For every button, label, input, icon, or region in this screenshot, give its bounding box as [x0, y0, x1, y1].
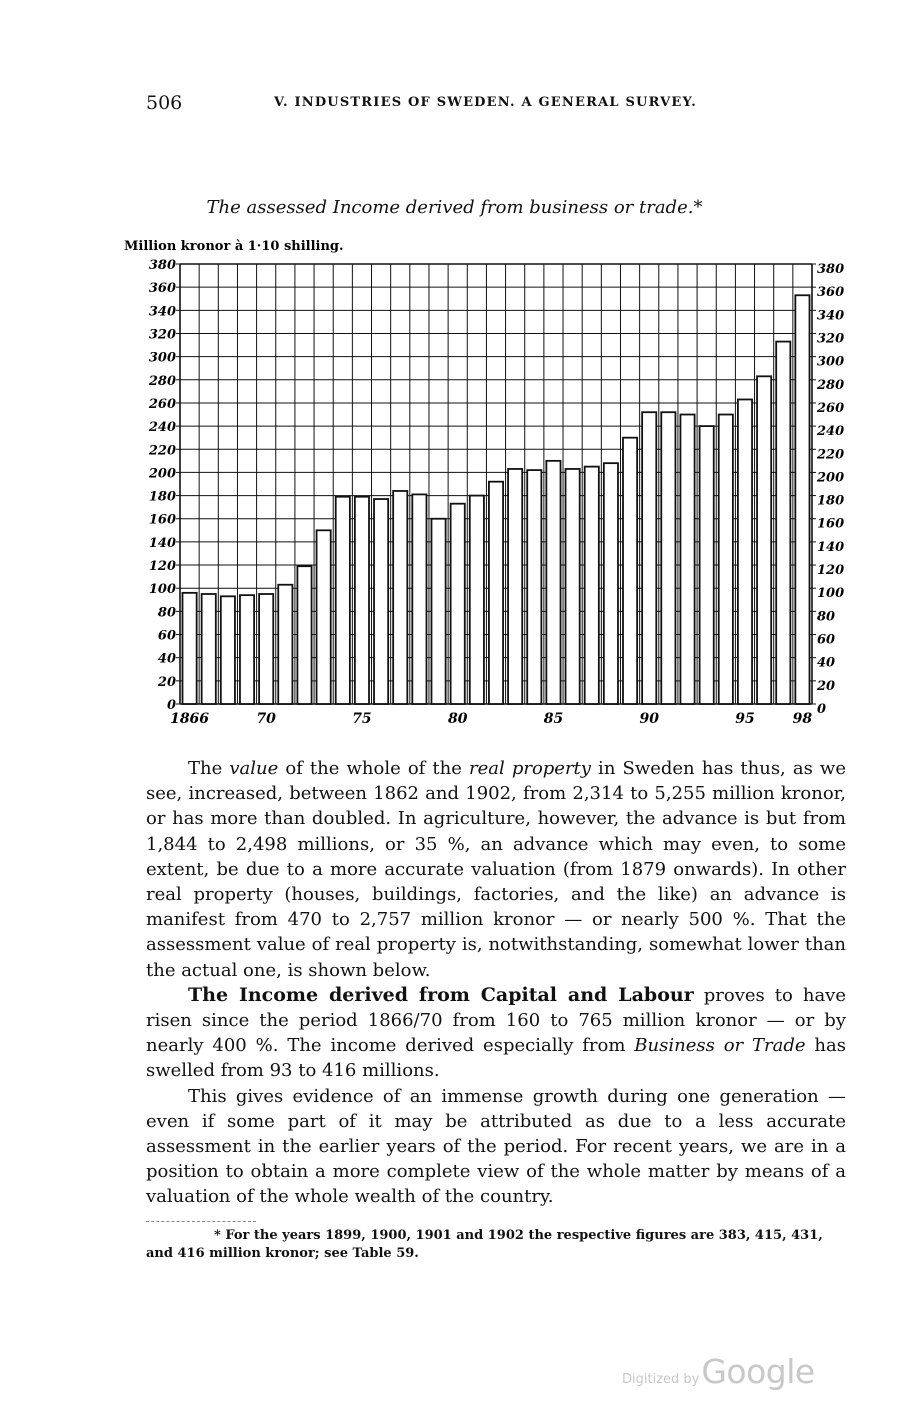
bar-1876 — [374, 499, 388, 704]
body-text — [146, 756, 846, 1210]
bar-1894 — [719, 415, 733, 704]
bar-1867 — [202, 594, 216, 704]
bar-1898 — [795, 295, 809, 704]
y-axis-unit-label: Million kronor à 1·10 shilling. — [124, 239, 344, 254]
y-tick-left: 100 — [148, 582, 176, 598]
bar-1881 — [470, 496, 484, 704]
x-tick-1866: 1866 — [170, 711, 210, 727]
y-tick-right: 80 — [817, 609, 836, 625]
bar-1884 — [527, 470, 541, 704]
bar-1874 — [336, 497, 350, 704]
y-tick-left: 340 — [148, 304, 176, 320]
page-number: 506 — [146, 92, 183, 114]
bar-1897 — [776, 342, 790, 704]
y-tick-right: 320 — [817, 331, 845, 347]
y-tick-right: 140 — [817, 539, 845, 555]
x-tick-70: 70 — [256, 711, 276, 727]
y-tick-right: 60 — [817, 632, 836, 648]
footnote: * For the years 1899, 1900, 1901 and 1902 the respective figures are 383, 415, 431, and 416 million kronor; see Table 59. — [146, 1228, 823, 1261]
y-tick-right: 180 — [817, 493, 845, 509]
bar-1872 — [297, 566, 311, 704]
bar-1888 — [604, 463, 618, 704]
y-tick-left: 360 — [148, 281, 176, 297]
y-tick-right: 160 — [817, 516, 845, 532]
y-tick-left: 120 — [148, 559, 176, 575]
y-tick-right: 360 — [817, 285, 845, 301]
bar-1870 — [259, 594, 273, 704]
bar-1885 — [546, 461, 560, 704]
bar-1882 — [489, 482, 503, 704]
bar-1880 — [451, 504, 465, 704]
y-tick-left: 80 — [157, 605, 176, 621]
bar-1889 — [623, 438, 637, 704]
x-tick-90: 90 — [639, 711, 659, 727]
x-tick-80: 80 — [447, 711, 468, 727]
y-tick-left: 60 — [157, 628, 176, 644]
bar-1871 — [278, 585, 292, 704]
y-tick-left: 280 — [148, 373, 176, 389]
bar-1896 — [757, 376, 771, 704]
bar-1892 — [680, 415, 694, 704]
x-tick-75: 75 — [352, 711, 372, 727]
bar-1886 — [566, 469, 580, 704]
bar-1866 — [183, 593, 197, 704]
y-tick-left: 240 — [148, 420, 176, 436]
bar-1873 — [317, 530, 331, 704]
y-tick-right: 20 — [817, 678, 836, 694]
bar-1895 — [738, 399, 752, 704]
page-header — [146, 92, 846, 116]
bar-1869 — [240, 595, 254, 704]
y-tick-left: 180 — [148, 489, 176, 505]
paragraph-income: The Income derived from Capital and Labour proves to have risen since the period 1866/70 from 160 to 765 million kronor — or by nearly 400 %. The income derived especially from Business or Trade has swelled from 93 to 416 millions. — [146, 983, 847, 1082]
digitized-by-google-watermark: Digitized byGoogle — [622, 1352, 815, 1391]
y-tick-left: 220 — [148, 443, 176, 459]
bar-1890 — [642, 412, 656, 704]
y-tick-right: 120 — [817, 563, 845, 579]
y-tick-right: 280 — [817, 377, 845, 393]
y-tick-left: 40 — [157, 651, 176, 667]
y-tick-right: 380 — [817, 262, 845, 277]
y-tick-right: 340 — [817, 308, 845, 324]
bar-1879 — [431, 519, 445, 704]
y-tick-left: 20 — [157, 674, 176, 690]
y-tick-left: 140 — [148, 535, 176, 551]
y-tick-right: 300 — [817, 354, 845, 370]
y-tick-right: 240 — [817, 424, 845, 440]
y-tick-right: 200 — [817, 470, 845, 486]
y-tick-left: 0 — [166, 698, 176, 713]
bar-1875 — [355, 497, 369, 704]
x-tick-98: 98 — [792, 711, 813, 727]
bar-1868 — [221, 596, 235, 704]
y-tick-right: 260 — [817, 400, 845, 416]
y-tick-right: 0 — [817, 702, 827, 717]
paragraph-growth: This gives evidence of an immense growth during one generation — even if some part of it may be attributed as due to a less accurate assessment in the earlier years of the period. For recent years, we are in a position to obtain a more complete view of the whole matter by means of a valuation of the whole wealth of the country. — [146, 1085, 846, 1208]
y-tick-left: 320 — [148, 327, 176, 343]
bar-1878 — [412, 494, 426, 704]
y-tick-left: 160 — [148, 512, 176, 528]
y-tick-right: 220 — [817, 447, 845, 463]
y-tick-right: 100 — [817, 586, 845, 602]
bar-1887 — [585, 467, 599, 704]
paragraph-real-property: The value of the whole of the real property in Sweden has thus, as we see, increased, between 1862 and 1902, from 2,314 to 5,255 million kronor, or has more than doubled. In agriculture, however, the advance is but from 1,844 to 2,498 millions, or 35 %, an advance which may even, to some extent, be due to a more accurate valuation (from 1879 onwards). In other real property (houses, buildings, factories, and the like) an advance is manifest from 470 to 2,757 million kronor — or nearly 500 %. That the assessment value of real property is, notwithstanding, somewhat lower than the actual one, is shown below. — [146, 758, 846, 981]
y-tick-left: 260 — [148, 396, 176, 412]
x-tick-95: 95 — [735, 711, 755, 727]
income-bar-chart — [0, 235, 909, 730]
bar-1891 — [661, 412, 675, 704]
footnote-rule — [146, 1221, 256, 1222]
y-tick-left: 200 — [148, 466, 176, 482]
bar-1877 — [393, 491, 407, 704]
y-tick-left: 380 — [148, 258, 176, 273]
y-tick-right: 40 — [817, 655, 836, 671]
chart-title: The assessed Income derived from business or trade.* — [206, 197, 703, 218]
x-tick-85: 85 — [543, 711, 564, 727]
y-tick-left: 300 — [148, 350, 176, 366]
running-head: V. INDUSTRIES OF SWEDEN. A GENERAL SURVEY. — [274, 95, 698, 110]
bar-1883 — [508, 469, 522, 704]
bar-1893 — [700, 426, 714, 704]
